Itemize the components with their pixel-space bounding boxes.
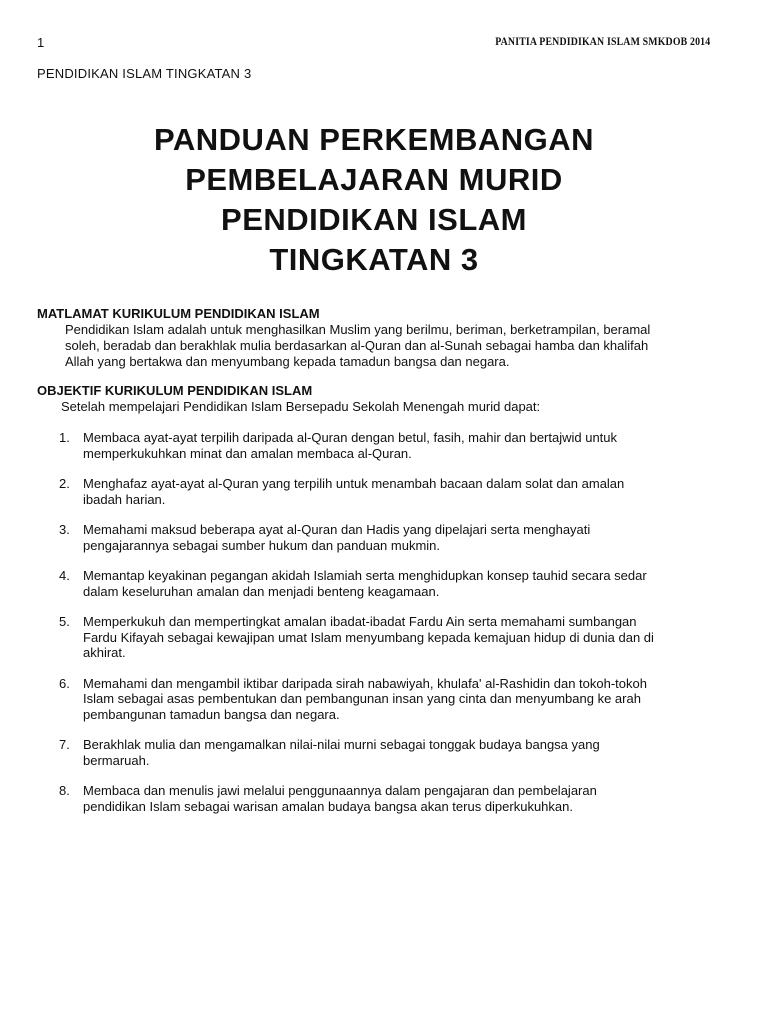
- list-item-line: bermaruah.: [83, 752, 150, 768]
- title-line-4: TINGKATAN 3: [269, 242, 479, 277]
- list-item-line: Memahami maksud beberapa ayat al-Quran dan Hadis yang dipelajari serta menghayati: [83, 522, 591, 537]
- objektif-intro: Setelah mempelajari Pendidikan Islam Bersepadu Sekolah Menengah murid dapat:: [61, 399, 541, 414]
- list-item: [37, 614, 717, 661]
- subject-line: PENDIDIKAN ISLAM TINGKATAN 3: [37, 66, 252, 81]
- list-item-line: Menghafaz ayat-ayat al-Quran yang terpilih untuk menambah bacaan dalam solat dan amalan: [83, 476, 625, 491]
- title-line-2: PEMBELAJARAN MURID: [185, 162, 563, 197]
- list-item-line: Membaca dan menulis jawi melalui penggunaannya dalam pengajaran dan pembelajaran: [83, 783, 597, 798]
- matlamat-line-2: soleh, beradab dan berakhlak mulia berdasarkan al-Quran dan al-Sunah sebagai hamba dan khalifah: [65, 338, 649, 353]
- list-item-line: Memantap keyakinan pegangan akidah Islamiah serta menghidupkan konsep tauhid secara sedar: [83, 568, 647, 583]
- objektif-section: [37, 383, 717, 415]
- title-line-3: PENDIDIKAN ISLAM: [221, 202, 527, 237]
- list-item-number: 2.: [59, 476, 70, 491]
- title-line-1: PANDUAN PERKEMBANGAN: [154, 122, 594, 157]
- list-item-number: 7.: [59, 737, 70, 752]
- matlamat-section: [37, 306, 717, 370]
- list-item: [37, 476, 717, 507]
- list-item-line: pembangunan tamadun bangsa dan negara.: [83, 706, 340, 722]
- list-item-line: pendidikan Islam sebagai warisan amalan budaya bangsa akan terus diperkukuhkan.: [83, 798, 573, 814]
- list-item-number: 3.: [59, 522, 70, 537]
- list-item: [37, 676, 717, 723]
- list-item-number: 8.: [59, 783, 70, 798]
- list-item-line: Memahami dan mengambil iktibar daripada sirah nabawiyah, khulafa' al-Rashidin dan tokoh-tokoh: [83, 675, 647, 691]
- objektif-heading: OBJEKTIF KURIKULUM PENDIDIKAN ISLAM: [37, 383, 313, 398]
- list-item: [37, 737, 717, 768]
- list-item-line: dalam keseluruhan amalan dan menjadi benteng keagamaan.: [83, 583, 440, 599]
- document-title: [0, 120, 748, 280]
- header-panel-title: PANITIA PENDIDIKAN ISLAM SMKDOB 2014: [494, 34, 710, 48]
- list-item-line: memperkukuhkan minat dan amalan membaca al-Quran.: [83, 445, 412, 461]
- list-item-number: 4.: [59, 568, 70, 583]
- list-item: [37, 568, 717, 599]
- list-item: [37, 522, 717, 553]
- matlamat-line-1: Pendidikan Islam adalah untuk menghasilkan Muslim yang berilmu, beriman, berketrampilan, beramal: [65, 322, 651, 337]
- list-item-number: 5.: [59, 614, 70, 629]
- list-item-number: 1.: [59, 430, 70, 445]
- list-item-line: Berakhlak mulia dan mengamalkan nilai-nilai murni sebagai tonggak budaya bangsa yang: [83, 737, 600, 752]
- list-item-line: Memperkukuh dan mempertingkat amalan ibadat-ibadat Fardu Ain serta memahami sumbangan: [83, 614, 637, 629]
- list-item-line: ibadah harian.: [83, 491, 166, 507]
- page-number: 1: [37, 35, 45, 50]
- list-item-line: Islam sebagai asas pembentukan dan pembangunan insan yang cinta dan menyumbang ke arah: [83, 691, 641, 706]
- list-item-line: pengajarannya sebagai sumber hukum dan panduan mukmin.: [83, 537, 441, 553]
- list-item-line: Fardu Kifayah sebagai kewajipan umat Islam menyumbang kepada kemajuan hidup di dunia dan di: [83, 629, 654, 645]
- list-item: [37, 783, 717, 814]
- objektif-list: [37, 430, 717, 829]
- matlamat-paragraph: [65, 322, 717, 370]
- matlamat-heading: MATLAMAT KURIKULUM PENDIDIKAN ISLAM: [37, 306, 320, 321]
- list-item-line: Membaca ayat-ayat terpilih daripada al-Quran dengan betul, fasih, mahir dan bertajwid untuk: [83, 430, 618, 445]
- matlamat-line-3: Allah yang bertakwa dan menyumbang kepada tamadun bangsa dan negara.: [65, 354, 510, 369]
- list-item-number: 6.: [59, 675, 70, 691]
- list-item-line: akhirat.: [83, 645, 126, 660]
- list-item: [37, 430, 717, 461]
